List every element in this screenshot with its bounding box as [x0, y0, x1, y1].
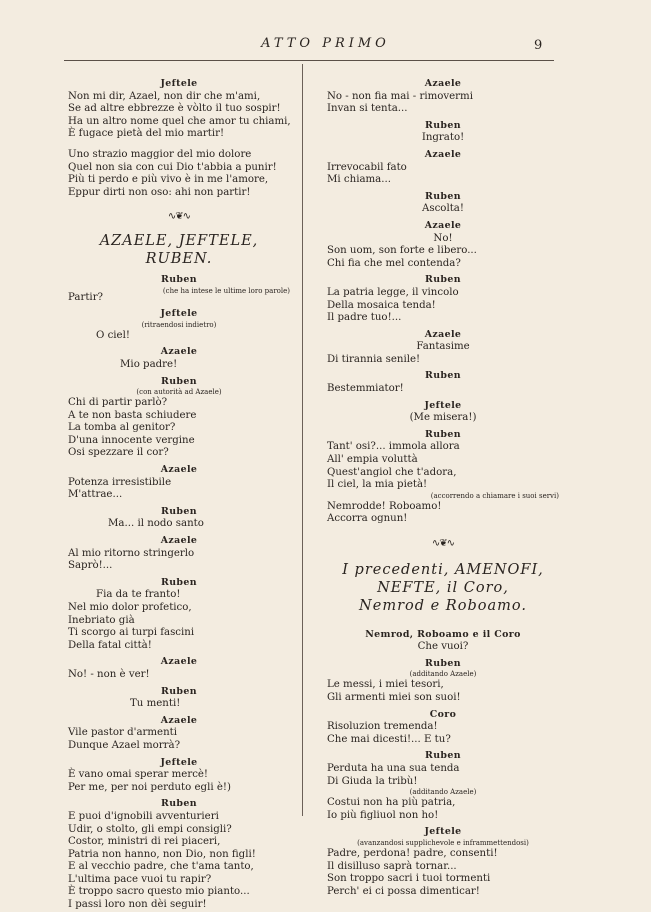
verse-line: Son troppo sacri i tuoi tormenti	[327, 873, 491, 885]
verse-line: Perduta ha una sua tenda	[327, 762, 460, 774]
verse-line: Il padre tuo!...	[327, 312, 402, 324]
verse-line: Quest'angiol che t'adora,	[327, 466, 457, 478]
verse-line: Che mai dicesti!... E tu?	[327, 733, 451, 745]
verse-line: Nel mio dolor profetico,	[68, 602, 192, 613]
verse-line: Tant' osi?... immola allora	[327, 441, 460, 453]
speaker-name: Nemrod, Roboamo e il Coro	[365, 628, 521, 640]
verse-line: Ti scorgo ai turpi fascini	[68, 627, 195, 639]
stage-direction: (additando Azaele)	[409, 788, 477, 797]
verse-line: Risoluzion tremenda!	[327, 721, 438, 733]
verse-line: Ingrato!	[421, 132, 465, 144]
verse-line: Il ciel, la mia pietà!	[327, 479, 428, 491]
speaker-name: Jeftele	[424, 826, 462, 838]
verse-line: No! - non è ver!	[68, 668, 150, 680]
verse-line: Il disilluso saprà tornar...	[327, 860, 457, 872]
verse-line: Io più figliuol non ho!	[327, 809, 439, 821]
verse-line: Ha un altro nome quel che amor tu chiami,	[68, 115, 291, 127]
speaker-name: Azaele	[160, 464, 198, 476]
stage-direction: (additando Azaele)	[409, 670, 477, 679]
verse-line: È troppo sacro questo mio pianto...	[68, 886, 250, 898]
verse-line: No - non fia mai - rimovermi	[327, 90, 473, 102]
speaker-name: Jeftele	[160, 78, 198, 89]
column-divider	[302, 64, 303, 816]
verse-line: Tu menti!	[130, 698, 181, 710]
verse-line: A te non basta schiudere	[68, 409, 197, 421]
verse-line: No!	[433, 232, 453, 244]
header-rule	[64, 60, 554, 61]
speaker-name: Jeftele	[424, 399, 462, 411]
verse-line: I passi loro non dèi seguir!	[68, 899, 207, 911]
speaker-name: Coro	[429, 708, 457, 720]
verse-line: (Me misera!)	[409, 412, 477, 424]
verse-line: Che vuoi?	[417, 641, 469, 653]
running-title: ATTO PRIMO	[261, 36, 390, 51]
verse-line: Ascolta!	[422, 203, 464, 215]
verse-line: Non mi dir, Azael, non dir che m'ami,	[68, 90, 261, 102]
verse-line: Patria non hanno, non Dio, non figli!	[68, 848, 256, 860]
speaker-name: Azaele	[160, 656, 198, 668]
verse-line: Di Giuda la tribù!	[327, 775, 418, 787]
verse-line: Saprò!...	[68, 560, 113, 572]
verse-line: Costor, ministri di rei piaceri,	[68, 836, 221, 848]
verse-line: La patria legge, il vincolo	[327, 286, 459, 298]
verse-line: Inebriato già	[68, 614, 135, 626]
speaker-name: Ruben	[425, 190, 461, 202]
scene-title: I precedenti, AMENOFI, NEFTE, il Coro,	[342, 561, 544, 596]
speaker-name: Azaele	[424, 78, 462, 89]
verse-line: Se ad altre ebbrezze è vòlto il tuo sospir!	[68, 103, 281, 115]
verse-line: Fantasime	[416, 341, 470, 353]
verse-line: È fugace pietà del mio martir!	[68, 128, 225, 140]
verse-line: La tomba al genitor?	[68, 422, 176, 434]
verse-line: D'una innocente vergine	[68, 434, 195, 446]
verse-line: Chi fia che mel contenda?	[327, 257, 461, 269]
stage-direction: (che ha intese le ultime loro parole)	[162, 286, 290, 295]
speaker-name: Ruben	[425, 428, 461, 440]
verse-line: Le messi, i miei tesori,	[327, 679, 444, 691]
verse-line: Della fatal città!	[68, 639, 152, 651]
verse-line: Ma... il nodo santo	[108, 518, 204, 530]
speaker-name: Ruben	[161, 505, 197, 517]
verse-line: Osi spezzare il cor?	[68, 447, 169, 459]
verse-line: O ciel!	[96, 329, 130, 341]
verse-line: Di tirannia senile!	[327, 353, 421, 365]
ornament: ∿❦∿	[431, 538, 455, 549]
ornament: ∿❦∿	[167, 211, 191, 223]
speaker-name: Azaele	[424, 219, 462, 231]
speaker-name: Ruben	[161, 273, 197, 285]
stage-direction: (con autorità ad Azaele)	[136, 388, 222, 397]
speaker-name: Azaele	[424, 148, 462, 160]
verse-line: Son uom, son forte e libero...	[327, 245, 477, 257]
verse-line: Uno strazio maggior del mio dolore	[68, 148, 252, 160]
verse-line: Costui non ha più patria,	[327, 797, 456, 809]
verse-line: Al mio ritorno stringerlo	[68, 547, 195, 559]
verse-line: Quel non sia con cui Dio t'abbia a punir!	[68, 161, 277, 173]
verse-line: Accorra ognun!	[327, 513, 408, 525]
speaker-name: Jeftele	[160, 756, 198, 768]
speaker-name: Ruben	[425, 274, 461, 286]
verse-line: Perch' ei ci possa dimenticar!	[327, 885, 480, 897]
speaker-name: Ruben	[161, 798, 197, 810]
speaker-name: Ruben	[161, 685, 197, 697]
verse-line: Dunque Azael morrà?	[68, 739, 181, 751]
verse-line: Mi chiama...	[327, 174, 391, 186]
verse-line: M'attrae...	[68, 489, 123, 501]
speaker-name: Ruben	[161, 576, 197, 588]
left-column	[68, 70, 290, 912]
verse-line: Gli armenti miei son suoi!	[327, 691, 461, 703]
verse-line: Della mosaica tenda!	[327, 299, 436, 311]
speaker-name: Ruben	[425, 119, 461, 131]
verse-line: E al vecchio padre, che t'ama tanto,	[68, 861, 254, 873]
stage-direction: (accorrendo a chiamare i suoi servi)	[430, 491, 559, 500]
verse-line: Nemrodde! Roboamo!	[327, 500, 442, 512]
verse-line: Vile pastor d'armenti	[68, 727, 177, 739]
verse-line: Eppur dirti non oso: ahi non partir!	[68, 186, 251, 198]
verse-line: Udir, o stolto, gli empi consigli?	[68, 823, 232, 835]
speaker-name: Azaele	[160, 714, 198, 726]
verse-line: All' empia voluttà	[327, 454, 418, 466]
verse-line: Irrevocabil fato	[327, 161, 407, 173]
right-column	[327, 70, 559, 898]
verse-line: Mio padre!	[120, 358, 178, 370]
verse-line: Partir?	[68, 291, 104, 303]
page-number: 9	[534, 38, 543, 53]
speaker-name: Ruben	[425, 370, 461, 382]
verse-line: È vano omai sperar mercè!	[68, 769, 209, 781]
verse-line: Chi di partir parlò?	[68, 397, 168, 409]
scene-title-continued: Nemrod e Roboamo.	[359, 597, 527, 614]
scene-title: AZAELE, JEFTELE, RUBEN.	[99, 232, 259, 267]
speaker-name: Ruben	[425, 750, 461, 762]
verse-line: Bestemmiator!	[327, 383, 404, 395]
speaker-name: Ruben	[161, 375, 197, 387]
speaker-name: Jeftele	[160, 308, 198, 320]
speaker-name: Azaele	[160, 535, 198, 547]
speaker-name: Azaele	[160, 346, 198, 358]
verse-line: Padre, perdona! padre, consenti!	[327, 847, 498, 859]
stage-direction: (avanzandosi supplichevole e inframmettendosi)	[357, 838, 529, 847]
speaker-name: Ruben	[425, 657, 461, 669]
verse-line: Potenza irresistibile	[68, 476, 172, 488]
verse-line: Più ti perdo e più vivo è in me l'amore,	[68, 174, 269, 186]
stage-direction: (ritraendosi indietro)	[141, 320, 217, 329]
verse-line: Invan si tenta...	[327, 103, 408, 115]
verse-line: E puoi d'ignobili avventurieri	[68, 810, 219, 822]
verse-line: L'ultima pace vuoi tu rapir?	[68, 873, 212, 885]
verse-line: Per me, per noi perduto egli è!)	[68, 781, 231, 793]
speaker-name: Azaele	[424, 328, 462, 340]
verse-line: Fia da te franto!	[96, 589, 181, 601]
